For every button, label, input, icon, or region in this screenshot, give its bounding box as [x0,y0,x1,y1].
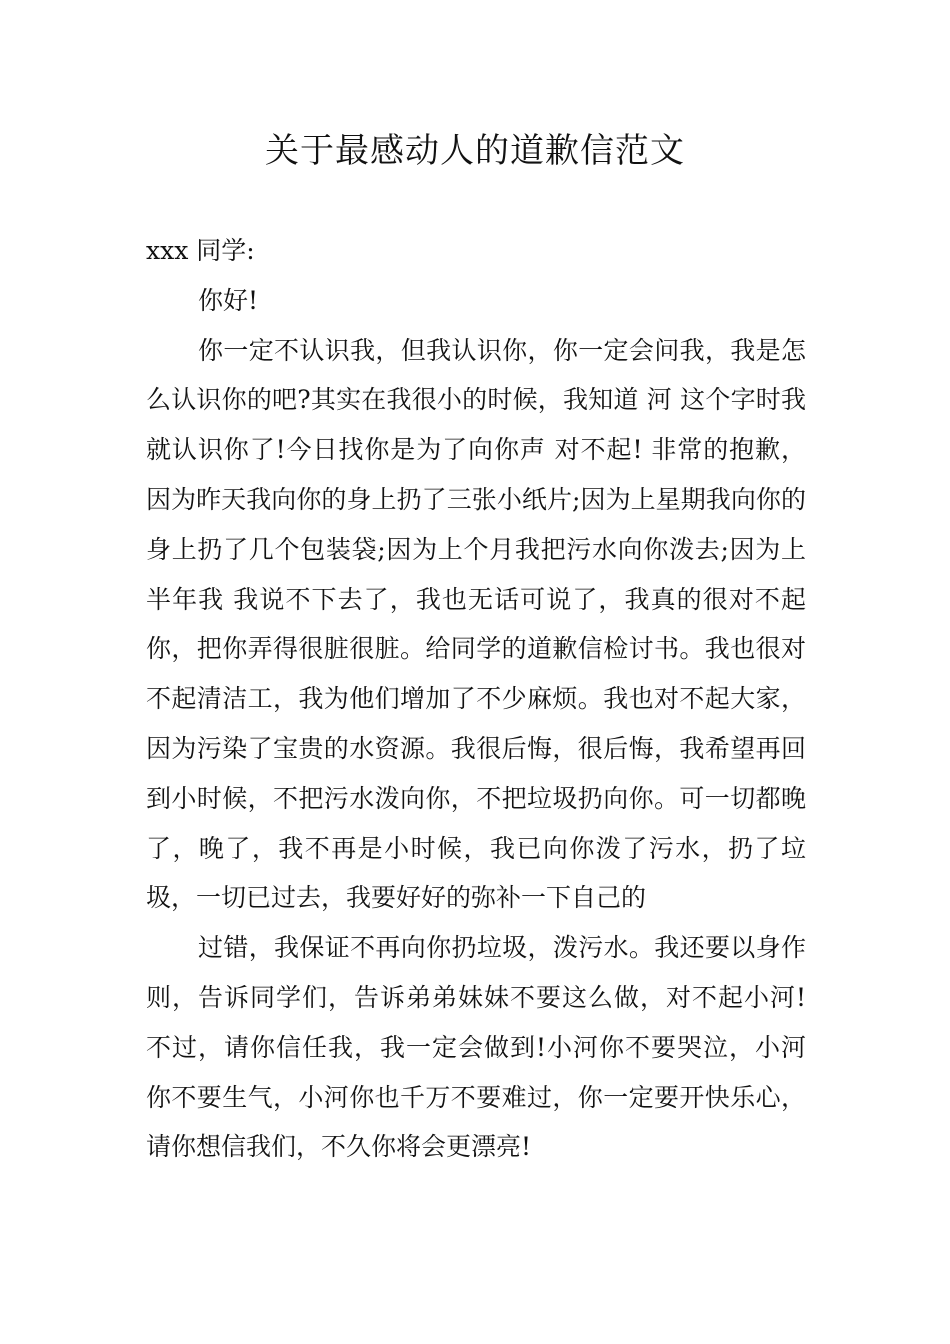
greeting: 你好! [198,285,259,315]
body-paragraph-2: 过错，我保证不再向你扔垃圾，泼污水。我还要以身作则，告诉同学们，告诉弟弟妹妹不要这么做，对不起小河!不过，请你信任我，我一定会做到!小河你不要哭泣，小河你不要生气，小河你也千万不要难过，你一定要开快乐心，请你想信我们，不久你将会更漂亮! [146,933,806,1162]
document-title: 关于最感动人的道歉信范文 [265,131,685,171]
body-paragraph-1: 你一定不认识我，但我认识你，你一定会问我，我是怎么认识你的吧?其实在我很小的时候，我知道 河 这个字时我就认识你了!今日找你是为了向你声 对不起! 非常的抱歉，因为昨天我向你的身上扔了三张小纸片;因为上星期我向你的身上扔了几个包装袋;因为上个月我把污水向你泼去;因为上半年我 我说不下去了，我也无话可说了，我真的很对不起你，把你弄得很脏很脏。给同学的道歉信检讨书。我也很对不起清洁工，我为他们增加了不少麻烦。我也对不起大家，因为污染了宝贵的水资源。我很后悔，很后悔，我希望再回到小时候，不把污水泼向你，不把垃圾扔向你。可一切都晚了，晚了，我不再是小时候，我已向你泼了污水，扔了垃圾，一切已过去，我要好好的弥补一下自己的 [146,335,806,913]
salutation: xxx 同学: [146,236,255,265]
document-body [146,226,806,1172]
